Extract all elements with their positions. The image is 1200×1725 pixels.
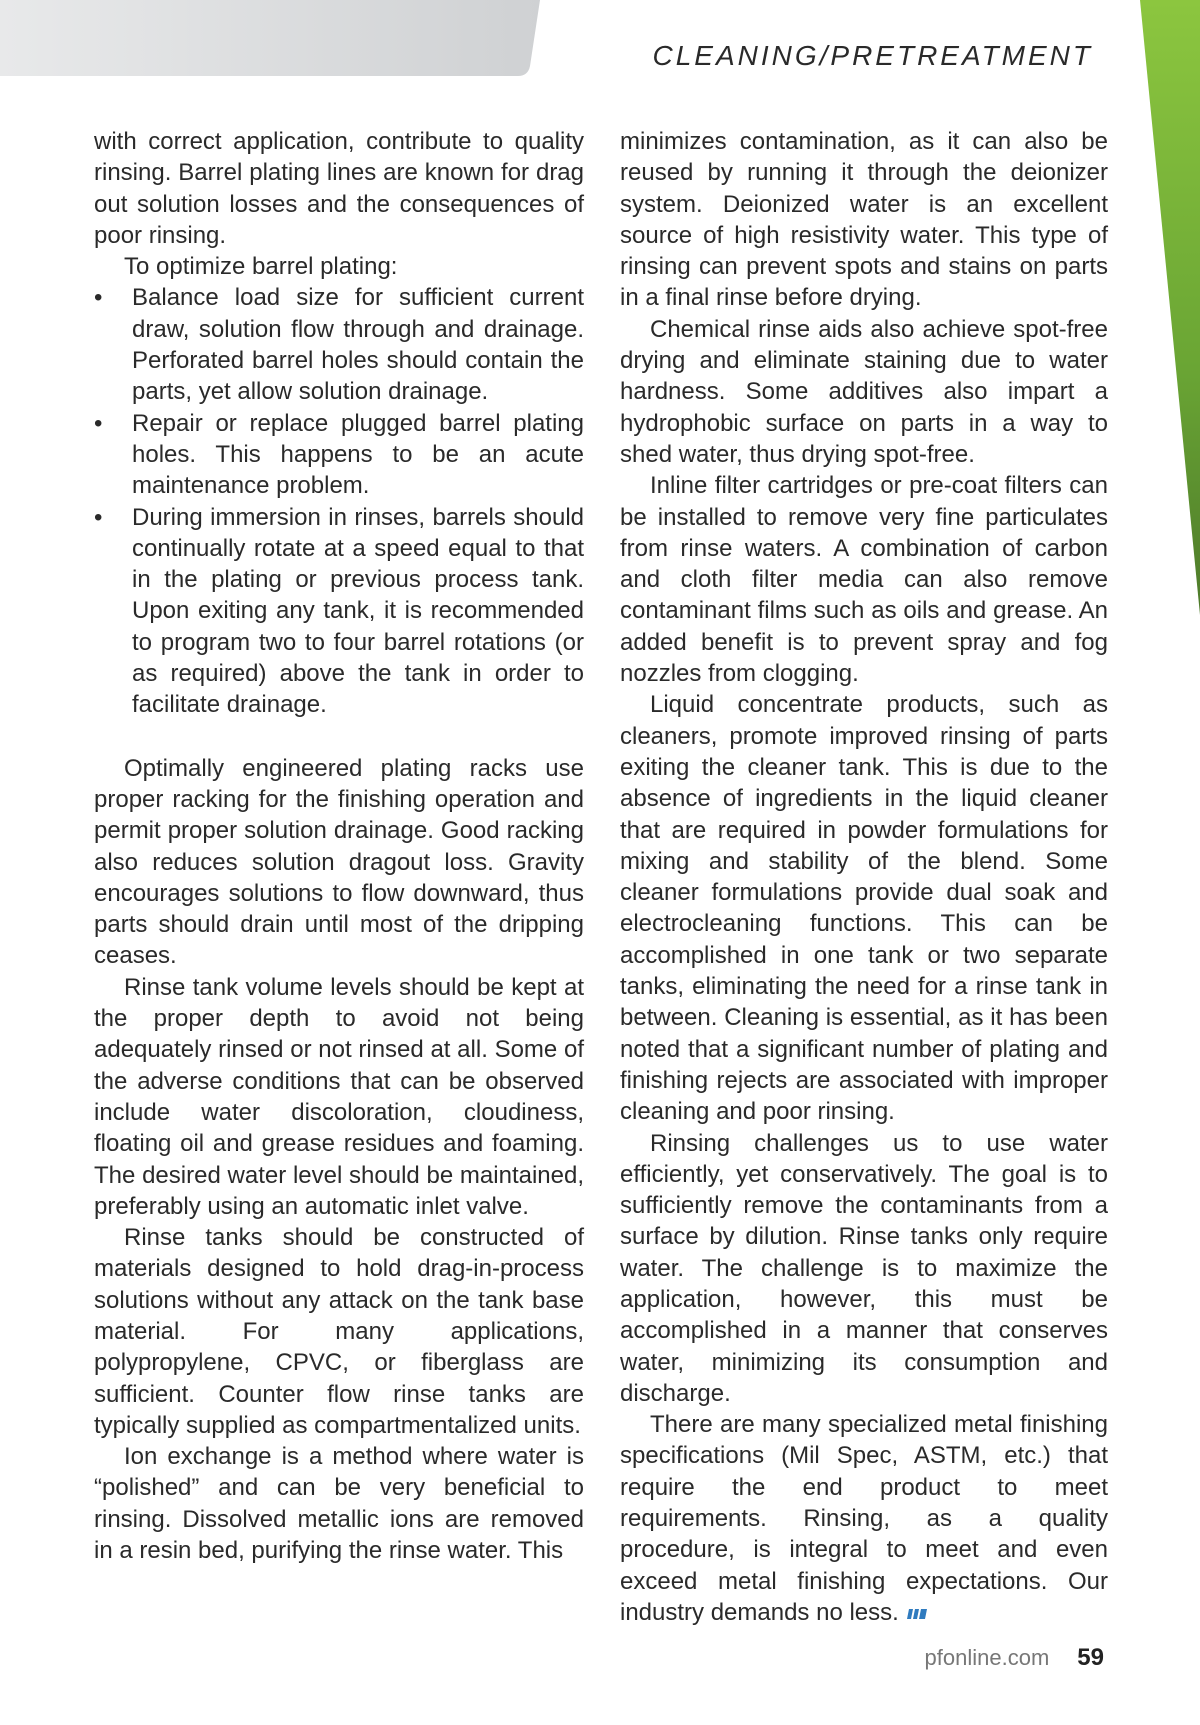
paragraph: To optimize barrel plating: [124, 253, 398, 281]
left-column [94, 126, 584, 1566]
bullet-list [94, 282, 584, 720]
end-of-article-icon [907, 1607, 927, 1620]
website-label: pfonline.com [924, 1645, 1050, 1670]
paragraph: Rinsing challenges us to use water efficiently, yet conservatively. The goal is to sufficiently remove the contaminants from a surface by dilution. Rinse tanks only require water. The challenge is to maximize the application, however, this must be accomplished in a manner that conserves water, minimizing its consumption and discharge. [620, 1129, 1108, 1407]
green-accent-bar [1110, 0, 1200, 620]
paragraph: Chemical rinse aids also achieve spot-free drying and eliminate staining due to water hardness. Some additives also impart a hydrophobic surface on parts in a way to shed water, thus drying spot-free. [620, 315, 1108, 468]
paragraph: Rinse tanks should be constructed of materials designed to hold drag-in-process solutions without any attack on the tank base material. For many applications, polypropylene, CPVC, or fiberglass are sufficient. Counter flow rinse tanks are typically supplied as compartmentalized units. [94, 1224, 584, 1439]
right-column [620, 126, 1108, 1628]
page-footer [925, 1644, 1104, 1672]
paragraph: Liquid concentrate products, such as cleaners, promote improved rinsing of parts exiting the cleaner tank. This is due to the absence of ingredients in the liquid cleaner that are required in powder formulations for mixing and stability of the blend. Some cleaner formulations provide dual soak and electrocleaning functions. This can be accomplished in one tank or two separate tanks, eliminating the need for a rinse tank in between. Cleaning is essential, as it has been noted that a significant number of plating and finishing rejects are associated with improper cleaning and poor rinsing. [620, 691, 1108, 1126]
list-item: • Repair or replace plugged barrel plating holes. This happens to be an acute maintenance problem. [94, 408, 584, 502]
paragraph: Optimally engineered plating racks use proper racking for the finishing operation and permit proper solution drainage. Good racking also reduces solution dragout loss. Gravity encourages solutions to flow downward, thus parts should drain until most of the dripping ceases. [94, 754, 584, 970]
list-item: • During immersion in rinses, barrels should continually rotate at a speed equal to that in the plating or previous process tank. Upon exiting any tank, it is recommended to program two to four barrel rotations (or as required) above the tank in order to facilitate drainage. [94, 502, 584, 721]
paragraph: Ion exchange is a method where water is “polished” and can be very beneficial to rinsing. Dissolved metallic ions are removed in a resin bed, purifying the rinse water. This [94, 1443, 584, 1565]
paragraph: Rinse tank volume levels should be kept at the proper depth to avoid not being adequately rinsed or not rinsed at all. Some of the adverse conditions that can be observed include water discoloration, cloudiness, floating oil and grease residues and foaming. The desired water level should be maintained, preferably using an automatic inlet valve. [94, 973, 584, 1220]
paragraph: with correct application, contribute to quality rinsing. Barrel plating lines are known for drag out solution losses and the consequences of poor rinsing. [94, 128, 584, 249]
paragraph: minimizes contamination, as it can also be reused by running it through the deionizer system. Deionized water is an excellent source of high resistivity water. This type of rinsing can prevent spots and stains on parts in a final rinse before drying. [620, 128, 1108, 312]
spacer [94, 721, 584, 753]
paragraph-text: There are many specialized metal finishing specifications (Mil Spec, ASTM, etc.) that require the end product to meet requirements. Rinsing, as a quality procedure, is integral to meet and even exceed metal finishing expectations. Our industry demands no less. [620, 1411, 1108, 1626]
list-item: • Balance load size for sufficient current draw, solution flow through and drainage. Perforated barrel holes should contain the parts, yet allow solution drainage. [94, 282, 584, 407]
page-number: 59 [1077, 1644, 1104, 1671]
section-title: CLEANING/PRETREATMENT [652, 40, 1093, 71]
paragraph: Inline filter cartridges or pre-coat filters can be installed to remove very fine particulates from rinse waters. A combination of carbon and cloth filter media can also remove contaminant films such as oils and grease. An added benefit is to prevent spray and fog nozzles from clogging. [620, 472, 1108, 688]
paragraph [620, 1409, 1108, 1628]
